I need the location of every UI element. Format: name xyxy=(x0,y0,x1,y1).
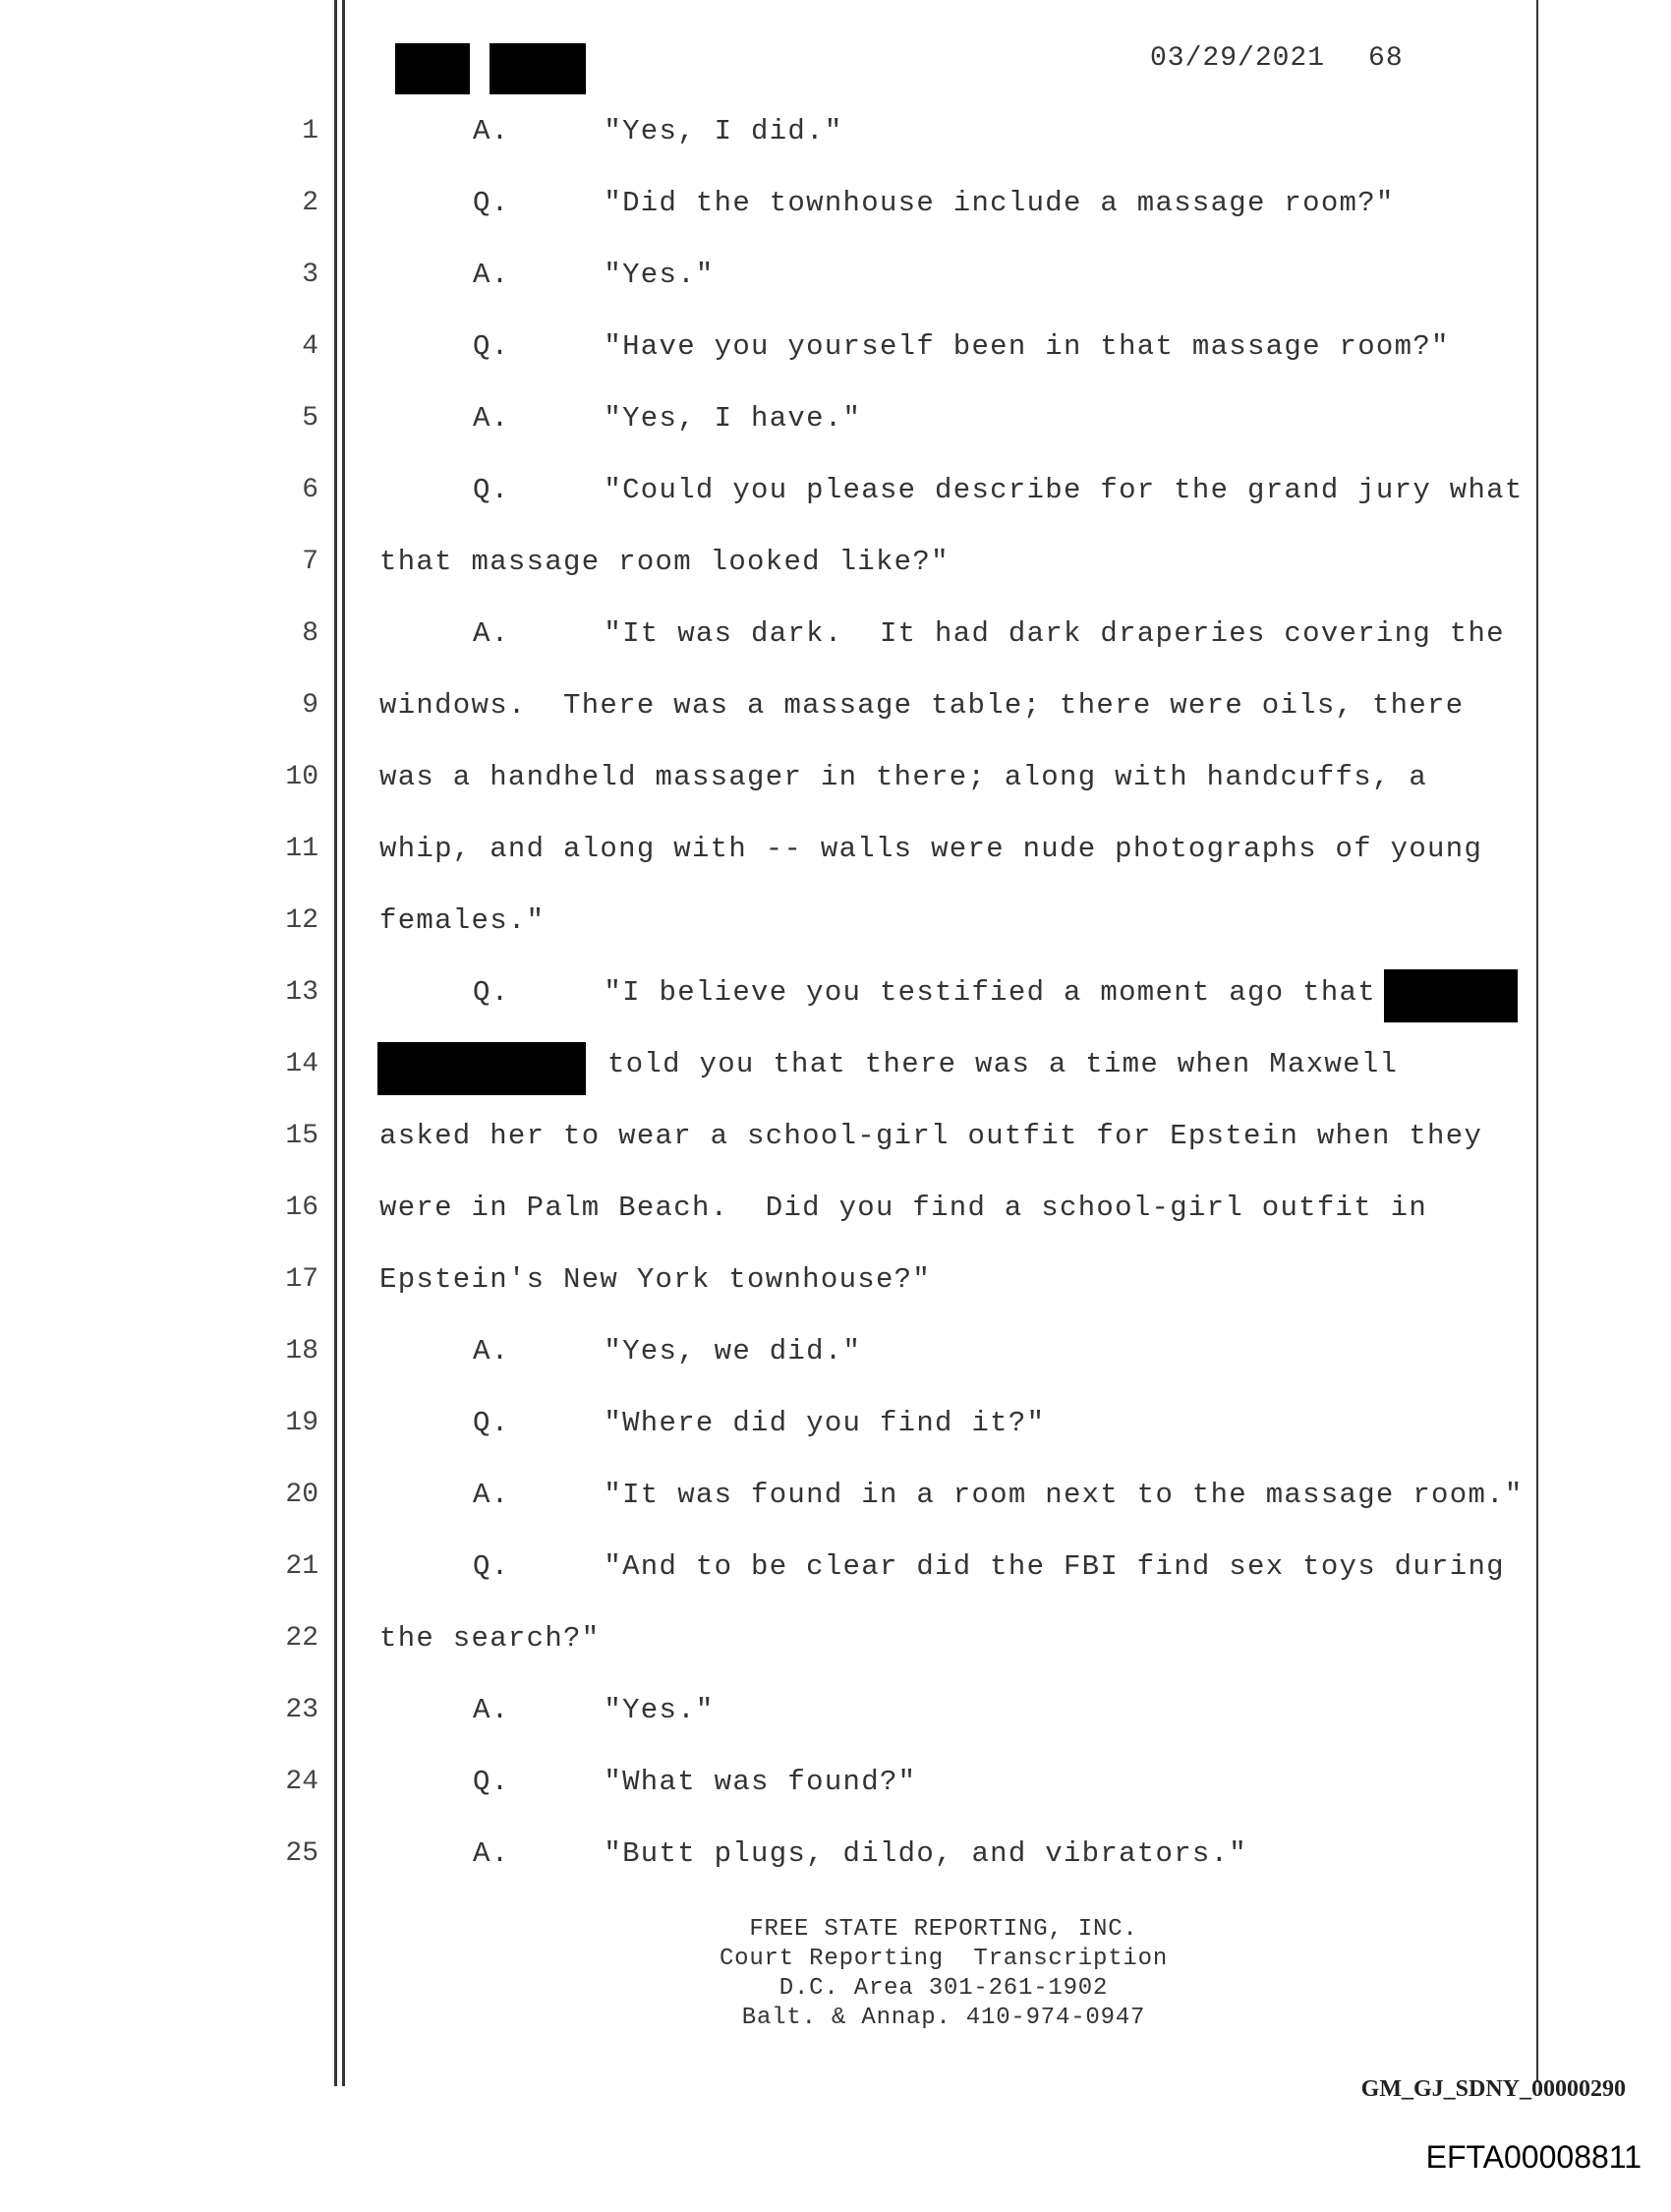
line-text: "Yes." xyxy=(604,259,715,291)
left-margin-rule-inner xyxy=(342,0,345,2086)
speaker-label: A. xyxy=(473,1837,510,1870)
left-margin-rule-outer xyxy=(334,0,337,2086)
line-text: were in Palm Beach. Did you find a school-girl outfit in xyxy=(379,1192,1428,1224)
speaker-label: Q. xyxy=(473,1407,510,1439)
line-number: 25 xyxy=(285,1838,318,1869)
line-text: "Where did you find it?" xyxy=(604,1407,1046,1439)
line-text: "Butt plugs, dildo, and vibrators." xyxy=(604,1837,1248,1870)
transcript-line xyxy=(473,474,1524,506)
transcript-line xyxy=(473,1335,861,1368)
transcript-line xyxy=(379,1263,931,1296)
line-text: asked her to wear a school-girl outfit for Epstein when they xyxy=(379,1120,1483,1152)
speaker-label: A. xyxy=(473,1479,510,1511)
speaker-label: A. xyxy=(473,115,510,147)
transcript-line xyxy=(379,689,1464,722)
speaker-label: A. xyxy=(473,1335,510,1368)
speaker-label: A. xyxy=(473,402,510,435)
line-number: 6 xyxy=(302,475,318,505)
reporter-services: Court Reporting Transcription xyxy=(719,1946,1169,1972)
line-number: 18 xyxy=(285,1336,318,1367)
header-redaction-1 xyxy=(395,43,470,94)
line-number: 4 xyxy=(302,331,318,362)
line-number: 1 xyxy=(302,116,318,146)
line-number: 10 xyxy=(285,762,318,792)
line-text: "Yes." xyxy=(604,1694,715,1726)
line-text: Epstein's New York townhouse?" xyxy=(379,1263,932,1296)
transcript-line xyxy=(473,1837,1247,1870)
transcript-line xyxy=(473,617,1505,650)
line-number: 19 xyxy=(285,1408,318,1438)
reporter-footer xyxy=(609,1915,1278,2033)
line-number: 23 xyxy=(285,1695,318,1725)
line-text: the search?" xyxy=(379,1622,601,1655)
transcript-line xyxy=(379,1192,1427,1224)
line-number: 9 xyxy=(302,690,318,721)
transcript-line xyxy=(607,1048,1398,1080)
speaker-label: Q. xyxy=(473,1550,510,1583)
name-redaction xyxy=(1384,969,1518,1022)
transcript-line xyxy=(379,1622,600,1655)
page-number: 68 xyxy=(1368,43,1404,74)
line-number: 12 xyxy=(285,905,318,936)
line-number: 2 xyxy=(302,188,318,218)
speaker-label: A. xyxy=(473,259,510,291)
transcript-line xyxy=(473,187,1395,219)
transcript-line xyxy=(379,546,950,578)
line-text: "It was dark. It had dark draperies covering the xyxy=(604,617,1505,650)
line-text: "It was found in a room next to the massage room." xyxy=(604,1479,1524,1511)
reporter-name: FREE STATE REPORTING, INC. xyxy=(749,1916,1138,1943)
line-text: windows. There was a massage table; there were oils, there xyxy=(379,689,1465,722)
speaker-label: Q. xyxy=(473,330,510,363)
transcript-line xyxy=(473,1479,1524,1511)
line-text: "Yes, I did." xyxy=(604,115,843,147)
speaker-label: A. xyxy=(473,617,510,650)
speaker-label: Q. xyxy=(473,187,510,219)
line-number: 5 xyxy=(302,403,318,434)
right-margin-rule xyxy=(1536,0,1538,2082)
line-number: 15 xyxy=(285,1121,318,1151)
transcript-line xyxy=(473,1550,1505,1583)
transcript-line xyxy=(473,330,1450,363)
line-number: 16 xyxy=(285,1193,318,1223)
line-number: 20 xyxy=(285,1480,318,1510)
line-text: "Could you please describe for the grand jury what xyxy=(604,474,1524,506)
line-text: "Have you yourself been in that massage room?" xyxy=(604,330,1450,363)
transcript-line xyxy=(473,402,861,435)
transcript-line xyxy=(473,259,715,291)
transcript-line xyxy=(379,833,1482,865)
speaker-label: Q. xyxy=(473,1766,510,1798)
speaker-label: Q. xyxy=(473,474,510,506)
transcript-line xyxy=(473,1407,1045,1439)
line-text: females." xyxy=(379,904,546,937)
line-number: 14 xyxy=(285,1049,318,1079)
transcript-header xyxy=(1150,43,1404,74)
line-text: that massage room looked like?" xyxy=(379,546,950,578)
line-number: 11 xyxy=(285,834,318,864)
speaker-label: A. xyxy=(473,1694,510,1726)
line-text: "What was found?" xyxy=(604,1766,917,1798)
header-redaction-2 xyxy=(490,43,586,94)
transcript-line xyxy=(473,115,843,147)
line-number: 21 xyxy=(285,1551,318,1582)
transcript-line xyxy=(379,904,545,937)
reporter-phone-balt: Balt. & Annap. 410-974-0947 xyxy=(741,2005,1146,2031)
line-number: 8 xyxy=(302,618,318,649)
bates-number: GM_GJ_SDNY_00000290 xyxy=(1360,2076,1626,2102)
line-number: 22 xyxy=(285,1623,318,1654)
line-text: "Yes, we did." xyxy=(604,1335,862,1368)
transcript-line xyxy=(379,761,1427,793)
line-text: "I believe you testified a moment ago that xyxy=(604,976,1376,1009)
transcript-line xyxy=(473,1766,916,1798)
line-text: told you that there was a time when Maxwell xyxy=(607,1048,1399,1080)
line-number: 3 xyxy=(302,260,318,290)
line-text: "Yes, I have." xyxy=(604,402,862,435)
line-text: "And to be clear did the FBI find sex toys during xyxy=(604,1550,1505,1583)
efta-number: EFTA00008811 xyxy=(1425,2139,1642,2175)
reporter-phone-dc: D.C. Area 301-261-1902 xyxy=(778,1975,1109,2002)
line-text: "Did the townhouse include a massage room?" xyxy=(604,187,1395,219)
line-number: 24 xyxy=(285,1767,318,1797)
transcript-line xyxy=(473,1694,715,1726)
transcript-date: 03/29/2021 xyxy=(1150,43,1326,74)
speaker-label: Q. xyxy=(473,976,510,1009)
line-number: 7 xyxy=(302,547,318,577)
line-text: was a handheld massager in there; along with handcuffs, a xyxy=(379,761,1428,793)
line-number: 13 xyxy=(285,977,318,1008)
line-text: whip, and along with -- walls were nude photographs of young xyxy=(379,833,1483,865)
transcript-line xyxy=(473,976,1376,1009)
name-redaction xyxy=(377,1042,586,1095)
transcript-line xyxy=(379,1120,1482,1152)
line-number: 17 xyxy=(285,1264,318,1295)
